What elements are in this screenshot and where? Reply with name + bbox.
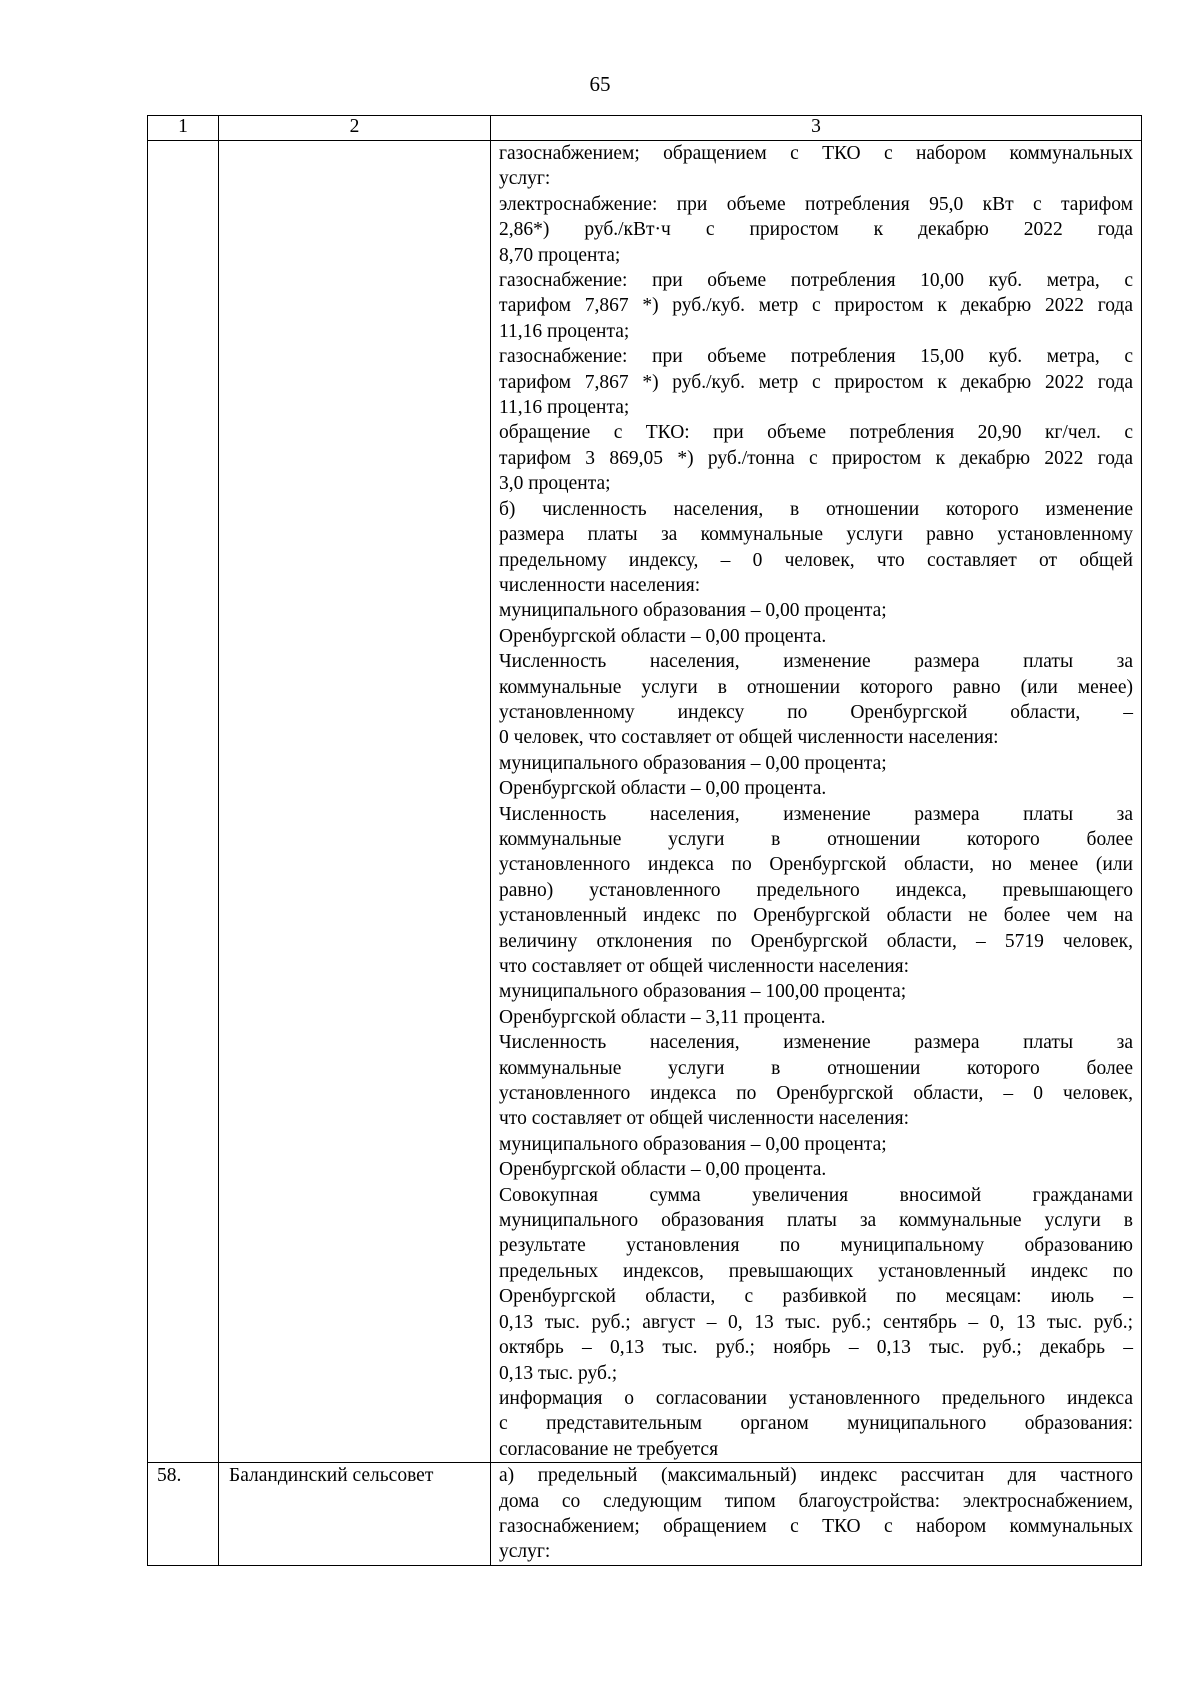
text-line: с представительным органом муниципального образования: [499,1413,1133,1435]
text-line: газоснабжение: при объеме потребления 15,00 куб. метра, с [499,346,1133,368]
text-line: коммунальные услуги в отношении которого более [499,828,1133,850]
text-line: муниципального образования – 100,00 процента; [499,981,907,1003]
row-number-cell [148,141,219,1463]
text-line: Численность населения, изменение размера платы за [499,1032,1133,1054]
text-line: установленного индекса по Оренбургской области, но менее (или [499,854,1133,876]
table-row [148,1463,1142,1566]
text-line: газоснабжение: при объеме потребления 10,00 куб. метра, с [499,270,1133,292]
text-line: равно) установленного предельного индекса, превышающего [499,879,1133,901]
text-line: 0 человек, что составляет от общей численности населения: [499,727,999,749]
text-line: тарифом 7,867 *) руб./куб. метр с приростом к декабрю 2022 года [499,371,1133,393]
text-line: а) предельный (максимальный) индекс рассчитан для частного [499,1465,1133,1487]
text-line: предельному индексу, – 0 человек, что составляет от общей [499,549,1133,571]
text-line: 3,0 процента; [499,473,611,495]
text-line: тарифом 7,867 *) руб./куб. метр с приростом к декабрю 2022 года [499,295,1133,317]
municipality-name-cell: Баландинский сельсовет [219,1463,491,1566]
text-line: газоснабжением; обращением с ТКО с набором коммунальных [499,143,1133,164]
description-cell [491,141,1142,1463]
text-line: результате установления по муниципальному образованию [499,1235,1133,1257]
text-line: Оренбургской области – 0,00 процента. [499,1159,827,1181]
text-line: численности населения: [499,574,701,596]
text-line: Оренбургской области – 0,00 процента. [499,778,827,800]
column-header: 2 [219,116,491,141]
text-line: 8,70 процента; [499,244,621,266]
text-line: размера платы за коммунальные услуги равно установленному [499,524,1133,546]
text-line: Оренбургской области, с разбивкой по месяцам: июль – [499,1286,1133,1308]
text-line: обращение с ТКО: при объеме потребления 20,90 кг/чел. с [499,422,1133,444]
text-line: коммунальные услуги в отношении которого равно (или менее) [499,676,1133,698]
text-line: Совокупная сумма увеличения вносимой гражданами [499,1184,1133,1206]
text-line: муниципального образования – 0,00 процента; [499,600,887,622]
column-header: 1 [148,116,219,141]
text-line: 11,16 процента; [499,397,630,419]
text-line: установленный индекс по Оренбургской области не более чем на [499,905,1133,927]
description-cell [491,1463,1142,1566]
text-line: тарифом 3 869,05 *) руб./тонна с приростом к декабрю 2022 года [499,447,1133,469]
text-line: газоснабжением; обращением с ТКО с набором коммунальных [499,1515,1133,1537]
text-line: дома со следующим типом благоустройства: электроснабжением, [499,1490,1133,1512]
text-line: что составляет от общей численности населения: [499,956,910,977]
text-line: муниципального образования – 0,00 процента; [499,752,887,774]
text-line: предельных индексов, превышающих установленный индекс по [499,1260,1133,1282]
row-number-cell: 58. [148,1463,219,1566]
text-line: коммунальные услуги в отношении которого более [499,1057,1133,1079]
text-line: муниципального образования – 0,00 процента; [499,1133,887,1155]
text-line: установленному индексу по Оренбургской области, – [499,701,1133,723]
text-line: 11,16 процента; [499,320,630,342]
text-line: величину отклонения по Оренбургской области, – 5719 человек, [499,930,1133,952]
column-header: 3 [491,116,1142,141]
text-line: Численность населения, изменение размера платы за [499,651,1133,673]
text-line: услуг: [499,1541,551,1563]
text-line: октябрь – 0,13 тыс. руб.; ноябрь – 0,13 тыс. руб.; декабрь – [499,1337,1133,1359]
text-line: электроснабжение: при объеме потребления 95,0 кВт с тарифом [499,193,1133,215]
text-line: Оренбургской области – 3,11 процента. [499,1006,826,1028]
text-line: 0,13 тыс. руб.; август – 0, 13 тыс. руб.; сентябрь – 0, 13 тыс. руб.; [499,1311,1133,1333]
text-line: услуг: [499,168,551,190]
text-line: 2,86*) руб./кВт·ч с приростом к декабрю 2022 года [499,219,1133,241]
municipality-name-cell [219,141,491,1463]
text-line: муниципального образования платы за коммунальные услуги в [499,1210,1133,1232]
text-line: установленного индекса по Оренбургской области, – 0 человек, [499,1083,1133,1105]
text-line: б) численность населения, в отношении которого изменение [499,498,1133,520]
table-row [148,141,1142,1463]
table-header-row [148,116,1142,141]
text-line: информация о согласовании установленного предельного индекса [499,1387,1133,1409]
document-table [147,115,1142,1566]
page-number: 65 [589,72,611,96]
text-line: Численность населения, изменение размера платы за [499,803,1133,825]
text-line: 0,13 тыс. руб.; [499,1362,618,1384]
text-line: что составляет от общей численности населения: [499,1108,910,1130]
text-line: согласование не требуется [499,1438,719,1460]
text-line: Оренбургской области – 0,00 процента. [499,625,827,647]
